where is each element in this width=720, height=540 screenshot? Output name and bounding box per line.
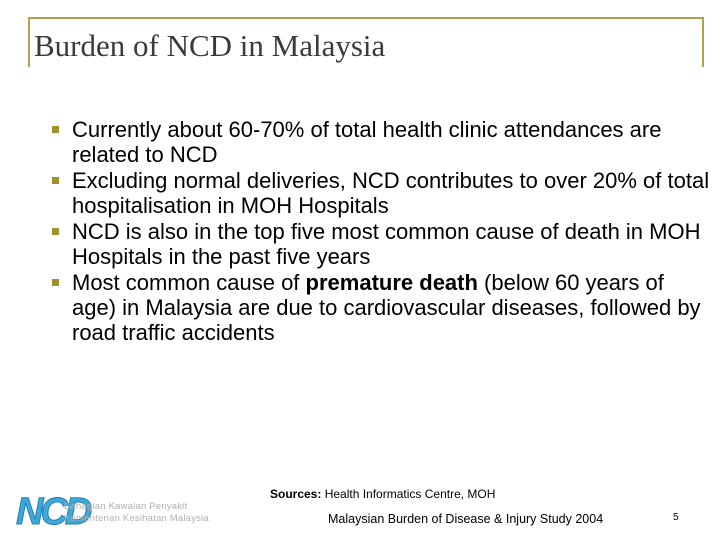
frame-top-line [28, 17, 704, 19]
sources-text: Health Informatics Centre, MOH [321, 487, 496, 501]
ncd-logo [16, 492, 226, 532]
bullet-item [52, 117, 712, 167]
page-number: 5 [673, 512, 679, 523]
emphasis-premature-death: premature death [305, 270, 478, 295]
square-bullet-icon [52, 126, 59, 133]
frame-right-line [702, 17, 704, 67]
bullet-text: Excluding normal deliveries, NCD contributes to over 20% of total hospitalisation in MOH Hospitals [72, 168, 710, 218]
bullet-item [52, 168, 712, 218]
study-footer: Malaysian Burden of Disease & Injury Study 2004 [328, 512, 604, 526]
ncd-logo-mark: NCD [16, 491, 90, 533]
bullet-text: Most common cause of premature death (below 60 years of age) in Malaysia are due to cardiovascular diseases, followed by road traffic accidents [72, 270, 701, 345]
sources-label: Sources: [270, 487, 322, 501]
bullet-text: NCD is also in the top five most common cause of death in MOH Hospitals in the past five years [72, 219, 701, 269]
frame-left-line [28, 17, 30, 67]
square-bullet-icon [52, 279, 59, 286]
logo-department-text: Bahagian Kawalan Penyakit [64, 501, 188, 512]
bullet-item [52, 270, 712, 345]
bullet-list [52, 117, 712, 346]
sources-note [270, 487, 495, 501]
square-bullet-icon [52, 177, 59, 184]
logo-ministry-text: Kementerian Kesihatan Malaysia [64, 513, 209, 524]
bullet-item [52, 219, 712, 269]
bullet-text: Currently about 60-70% of total health clinic attendances are related to NCD [72, 117, 662, 167]
square-bullet-icon [52, 228, 59, 235]
slide-title: Burden of NCD in Malaysia [34, 28, 386, 63]
